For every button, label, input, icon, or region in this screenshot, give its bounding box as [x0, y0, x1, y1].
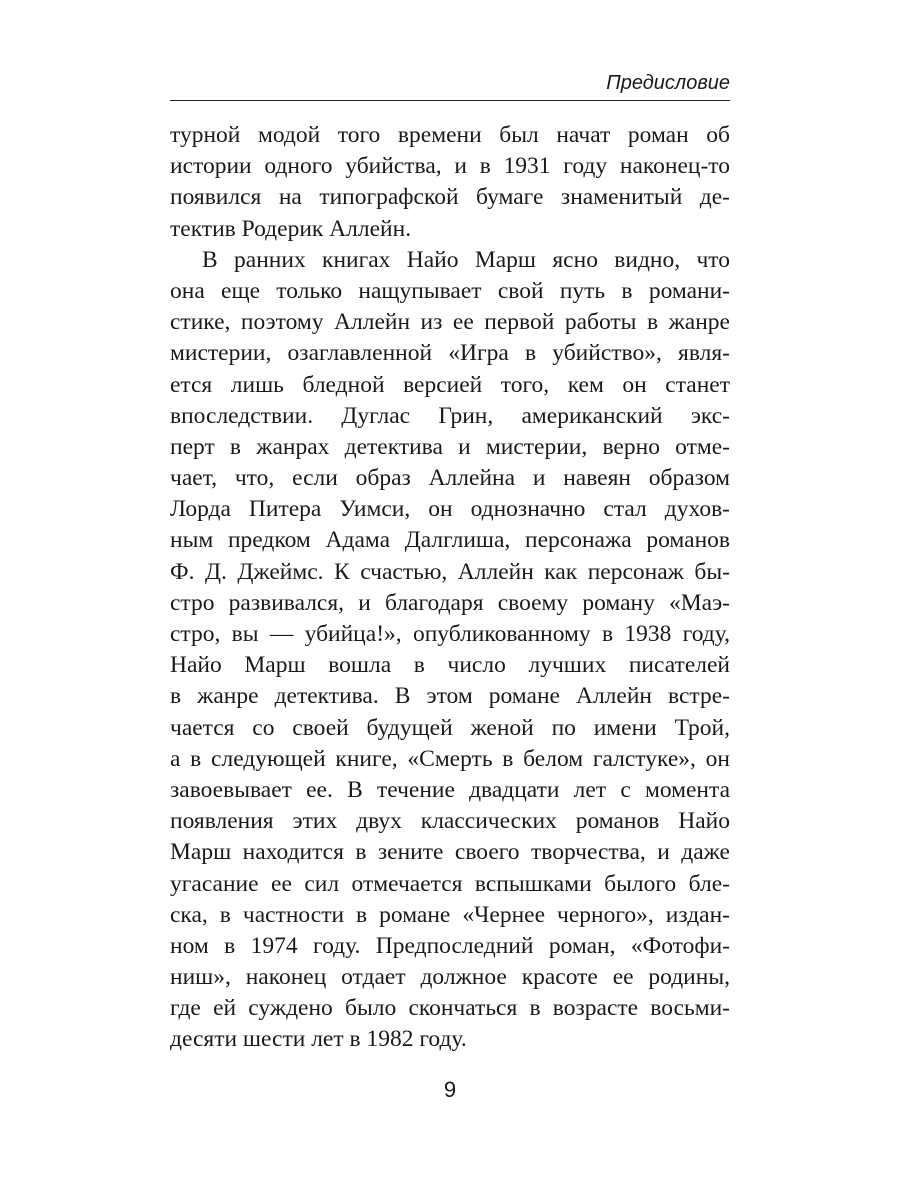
text-line: а в следующей книге, «Смерть в белом галстуке», он — [170, 745, 730, 772]
text-line: угасание ее сил отмечается вспышками былого бле- — [170, 870, 730, 897]
text-line: истории одного убийства, и в 1931 году наконец-то — [170, 153, 730, 180]
text-line: мистерии, озаглавленной «Игра в убийство», явля- — [170, 340, 730, 367]
text-line: ется лишь бледной версией того, кем он станет — [170, 371, 730, 398]
text-line: ска, в частности в романе «Чернее черного», издан- — [170, 901, 730, 928]
running-head: Предисловие — [606, 72, 730, 94]
text-line: стро развивался, и благодаря своему роману «Маэ- — [170, 589, 730, 616]
text-line: ном в 1974 году. Предпоследний роман, «Фотофи- — [170, 932, 730, 959]
text-line: чает, что, если образ Аллейна и навеян образом — [170, 465, 730, 492]
text-line: появления этих двух классических романов Найо — [170, 808, 730, 835]
text-line: появился на типографской бумаге знаменитый де- — [170, 184, 730, 211]
text-line: Марш находится в зените своего творчества, и даже — [170, 839, 730, 866]
text-line: турной модой того времени был начат роман об — [170, 122, 730, 148]
text-line: завоевывает ее. В течение двадцати лет с момента — [170, 776, 730, 803]
paragraph — [170, 245, 730, 1056]
text-line: ниш», наконец отдает должное красоте ее родины, — [170, 964, 730, 991]
text-line: Ф. Д. Джеймс. К счастью, Аллейн как персонаж бы- — [170, 558, 730, 585]
text-line: стике, поэтому Аллейн из ее первой работы в жанре — [170, 309, 730, 336]
text-line: десяти шести лет в 1982 году. — [170, 1026, 467, 1053]
text-line: стро, вы — убийца!», опубликованному в 1938 году, — [170, 621, 730, 647]
header-rule — [170, 100, 730, 101]
text-line: перт в жанрах детектива и мистерии, верно отме- — [170, 433, 730, 460]
text-line: Найо Марш вошла в число лучших писателей — [170, 652, 730, 679]
text-line: В ранних книгах Найо Марш ясно видно, что — [202, 246, 730, 273]
text-line: чается со своей будущей женой по имени Трой, — [170, 714, 730, 741]
text-line: Лорда Питера Уимси, он однозначно стал духов- — [170, 496, 730, 523]
text-line: в жанре детектива. В этом романе Аллейн встре- — [170, 683, 730, 710]
paragraph — [170, 120, 730, 245]
body-text — [170, 120, 730, 1056]
text-line: ным предком Адама Далглиша, персонажа романов — [170, 527, 730, 554]
page-number: 9 — [443, 1077, 457, 1102]
text-line: она еще только нащупывает свой путь в романи- — [170, 277, 730, 304]
text-line: впоследствии. Дуглас Грин, американский экс- — [170, 402, 730, 429]
text-line: где ей суждено было скончаться в возрасте восьми- — [170, 995, 730, 1022]
text-line: тектив Родерик Аллейн. — [170, 215, 412, 242]
